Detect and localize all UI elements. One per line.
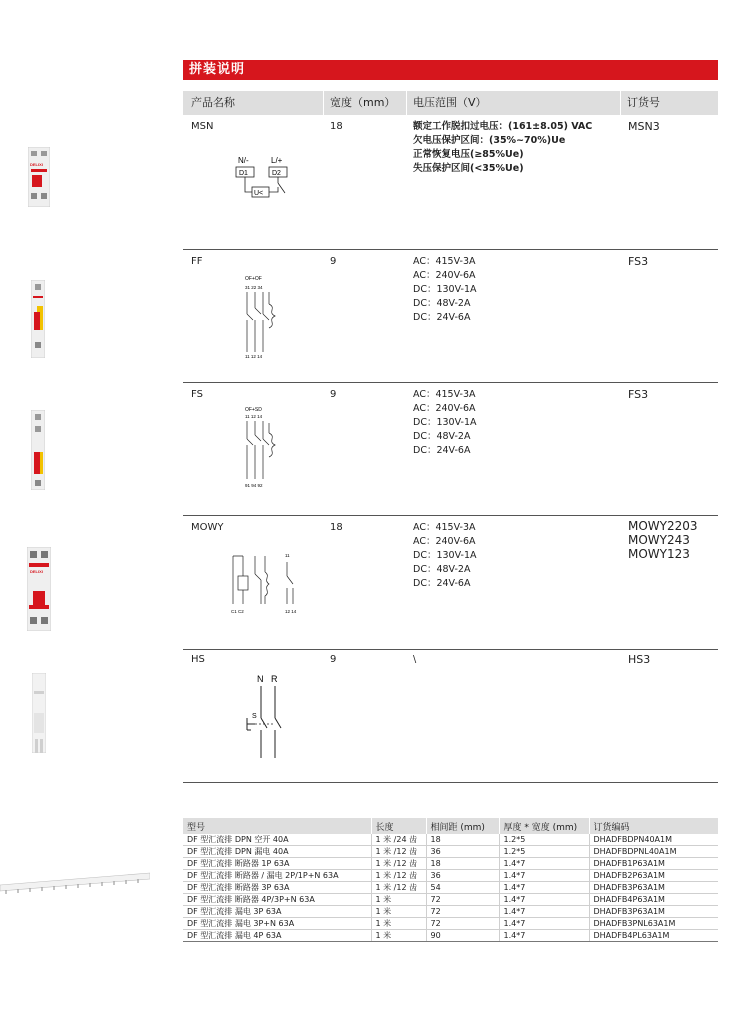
cell-thickness: 1.4*7 [499, 882, 589, 894]
fs-schematic [241, 405, 301, 490]
label-n: N/- [238, 156, 249, 165]
header-length: 长度 [371, 818, 426, 834]
cell-length: 1 米 /12 齿 [371, 882, 426, 894]
cell-length: 1 米 [371, 930, 426, 942]
cell-model: DF 型汇流排 漏电 3P+N 63A [183, 918, 371, 930]
cell-thickness: 1.2*5 [499, 834, 589, 846]
cell-thickness: 1.4*7 [499, 870, 589, 882]
cell-thickness: 1.4*7 [499, 858, 589, 870]
cell-model: DF 型汇流排 断路器 3P 63A [183, 882, 371, 894]
cell-thickness: 1.4*7 [499, 894, 589, 906]
product-name: HS [191, 654, 205, 665]
order-line: FS3 [628, 388, 649, 401]
mowy-schematic [231, 550, 311, 616]
accessory-table-header [183, 91, 718, 115]
table-row [183, 858, 718, 870]
product-width: 9 [330, 389, 337, 400]
cell-model: DF 型汇流排 漏电 4P 63A [183, 930, 371, 942]
table-row [183, 834, 718, 846]
voltage-line: AC：415V-3A [413, 522, 476, 533]
busbar-header-row [183, 818, 718, 834]
cell-model: DF 型汇流排 断路器 1P 63A [183, 858, 371, 870]
voltage-range [413, 653, 416, 667]
logo-text: DELIXI [30, 569, 43, 574]
cell-length: 1 米 /12 齿 [371, 858, 426, 870]
table-row [183, 894, 718, 906]
header-order-code: 订货编码 [589, 818, 718, 834]
product-name: MOWY [191, 522, 224, 533]
cell-order-code: DHADFB2P63A1M [589, 870, 718, 882]
product-name: MSN [191, 121, 214, 132]
voltage-line: 额定工作脱扣过电压：(161±8.05) VAC [413, 121, 593, 132]
order-number [628, 388, 648, 402]
label-bottom-left: C1 C2 [231, 609, 244, 614]
ff-product-image [31, 280, 45, 358]
cell-pitch: 90 [426, 930, 499, 942]
label-l: L/+ [271, 156, 283, 165]
section-title: 拼装说明 [183, 60, 718, 80]
cell-model: DF 型汇流排 漏电 3P 63A [183, 906, 371, 918]
label-bottom: 91 94 92 [245, 483, 263, 488]
cell-pitch: 54 [426, 882, 499, 894]
voltage-line: DC：48V-2A [413, 298, 471, 309]
order-number [628, 120, 660, 134]
cell-model: DF 型汇流排 断路器 / 漏电 2P/1P+N 63A [183, 870, 371, 882]
table-row [183, 516, 718, 650]
label-bottom: 11 12 14 [245, 354, 263, 359]
header-width: 宽度（mm） [323, 91, 406, 115]
label-title: OF+OF [245, 276, 262, 282]
cell-model: DF 型汇流排 DPN 漏电 40A [183, 846, 371, 858]
busbar-product-image [0, 865, 150, 895]
cell-length: 1 米 /24 齿 [371, 834, 426, 846]
table-row [183, 882, 718, 894]
cell-order-code: DHADFB1P63A1M [589, 858, 718, 870]
order-line: MSN3 [628, 120, 660, 133]
label-u: U< [254, 190, 264, 197]
product-width: 18 [330, 121, 343, 132]
label-n: N [257, 674, 264, 684]
label-r: R [271, 674, 278, 684]
voltage-range [413, 521, 477, 591]
header-model: 型号 [183, 818, 371, 834]
table-row [183, 930, 718, 942]
label-title: OF+SD [245, 407, 262, 413]
voltage-line: DC：24V-6A [413, 578, 471, 589]
voltage-range [413, 120, 592, 176]
product-width: 9 [330, 256, 337, 267]
msn-schematic [233, 155, 303, 205]
order-line: MOWY2203 [628, 519, 698, 533]
cell-length: 1 米 [371, 906, 426, 918]
voltage-range [413, 255, 477, 325]
voltage-line: AC：240V-6A [413, 403, 476, 414]
product-width: 9 [330, 654, 337, 665]
cell-model: DF 型汇流排 DPN 空开 40A [183, 834, 371, 846]
logo-text: DELIXI [30, 162, 43, 167]
cell-pitch: 36 [426, 846, 499, 858]
voltage-range [413, 388, 477, 458]
order-line: MOWY243 [628, 533, 690, 547]
mowy-product-image [27, 547, 51, 631]
cell-order-code: DHADFBDPNL40A1M [589, 846, 718, 858]
cell-order-code: DHADFB4PL63A1M [589, 930, 718, 942]
table-row [183, 650, 718, 783]
voltage-line: DC：24V-6A [413, 312, 471, 323]
table-row [183, 846, 718, 858]
order-number [628, 255, 648, 269]
fs-product-image [31, 410, 45, 490]
cell-thickness: 1.4*7 [499, 906, 589, 918]
label-top: 31 22 34 [245, 285, 263, 290]
cell-pitch: 72 [426, 894, 499, 906]
order-line: HS3 [628, 653, 651, 666]
msn-product-image [28, 147, 50, 207]
label-d1: D1 [239, 170, 248, 177]
cell-order-code: DHADFB3PNL63A1M [589, 918, 718, 930]
cell-model: DF 型汇流排 断路器 4P/3P+N 63A [183, 894, 371, 906]
voltage-line: DC：130V-1A [413, 417, 477, 428]
order-number [628, 653, 650, 667]
product-name: FS [191, 389, 203, 400]
cell-pitch: 36 [426, 870, 499, 882]
voltage-line: DC：130V-1A [413, 284, 477, 295]
product-name: FF [191, 256, 203, 267]
table-row [183, 918, 718, 930]
cell-length: 1 米 [371, 894, 426, 906]
order-line: MOWY123 [628, 547, 690, 561]
cell-pitch: 18 [426, 834, 499, 846]
busbar-table [183, 818, 718, 942]
header-pitch: 相间距 (mm) [426, 818, 499, 834]
cell-thickness: 1.4*7 [499, 930, 589, 942]
voltage-line: AC：240V-6A [413, 270, 476, 281]
header-voltage: 电压范围（V） [406, 91, 620, 115]
ff-schematic [241, 274, 301, 359]
cell-order-code: DHADFB3P63A1M [589, 906, 718, 918]
label-top-right: 11 [285, 553, 290, 558]
header-thickness: 厚度 * 宽度 (mm) [499, 818, 589, 834]
voltage-line: 正常恢复电压(≥85%Ue) [413, 149, 524, 160]
cell-length: 1 米 /12 齿 [371, 846, 426, 858]
label-bottom-right: 12 14 [285, 609, 297, 614]
cell-order-code: DHADFBDPN40A1M [589, 834, 718, 846]
cell-order-code: DHADFB3P63A1M [589, 882, 718, 894]
cell-length: 1 米 [371, 918, 426, 930]
label-d2: D2 [272, 170, 281, 177]
voltage-line: DC：48V-2A [413, 431, 471, 442]
header-order-no: 订货号 [620, 91, 718, 115]
voltage-line: AC：415V-3A [413, 256, 476, 267]
voltage-line: DC：130V-1A [413, 550, 477, 561]
label-s: S [252, 713, 257, 720]
table-row [183, 250, 718, 383]
hs-schematic [245, 672, 295, 762]
product-width: 18 [330, 522, 343, 533]
cell-thickness: 1.2*5 [499, 846, 589, 858]
voltage-line: AC：240V-6A [413, 536, 476, 547]
cell-pitch: 18 [426, 858, 499, 870]
voltage-line: 失压保护区间(<35%Ue) [413, 163, 524, 174]
label-top: 11 12 14 [245, 414, 263, 419]
table-row [183, 117, 718, 250]
table-row [183, 870, 718, 882]
voltage-line: 欠电压保护区间：(35%~70%)Ue [413, 135, 566, 146]
cell-length: 1 米 /12 齿 [371, 870, 426, 882]
voltage-line: AC：415V-3A [413, 389, 476, 400]
order-line: FS3 [628, 255, 649, 268]
table-row [183, 383, 718, 516]
cell-pitch: 72 [426, 918, 499, 930]
cell-thickness: 1.4*7 [499, 918, 589, 930]
cell-pitch: 72 [426, 906, 499, 918]
table-row [183, 906, 718, 918]
header-product-name: 产品名称 [191, 96, 235, 109]
hs-product-image [32, 673, 46, 753]
cell-order-code: DHADFB4P63A1M [589, 894, 718, 906]
voltage-line: DC：48V-2A [413, 564, 471, 575]
voltage-line: \ [413, 654, 417, 665]
order-number [628, 519, 698, 561]
voltage-line: DC：24V-6A [413, 445, 471, 456]
